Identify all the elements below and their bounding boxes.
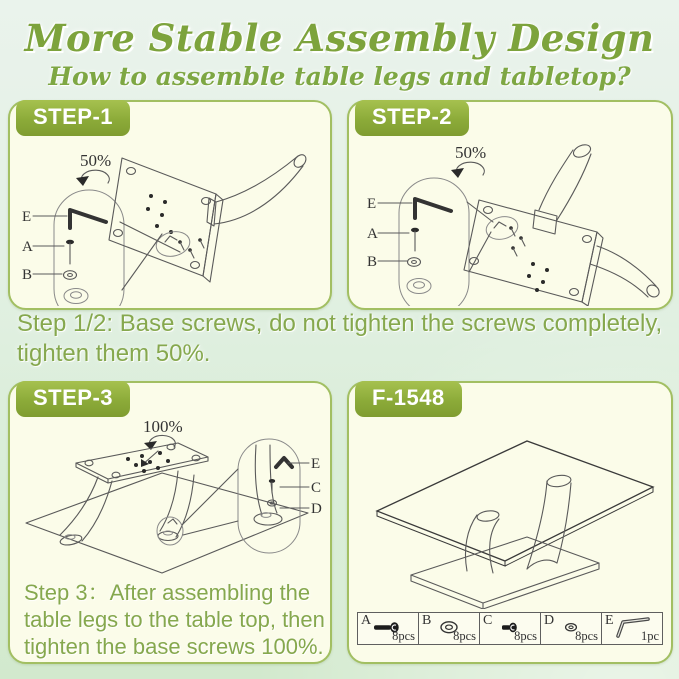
callout-label-b: B bbox=[22, 267, 33, 283]
step-3-diagram bbox=[10, 419, 328, 577]
corner-hole bbox=[570, 289, 579, 296]
washer-icon bbox=[408, 258, 421, 267]
callout-label-c: C bbox=[311, 480, 322, 496]
callout-connector bbox=[122, 234, 162, 290]
leg-foot bbox=[158, 532, 178, 541]
table-leg-upper bbox=[533, 142, 592, 234]
part-label: C bbox=[483, 613, 493, 628]
page-title: More Stable Assembly Design bbox=[24, 16, 655, 60]
corner-hole bbox=[127, 168, 136, 175]
part-cell-a bbox=[357, 612, 419, 645]
step-3-instruction: Step 3：After assembling the table legs to the table top, then tighten the base screws 100%. bbox=[24, 580, 325, 659]
screw-area-highlight bbox=[484, 213, 520, 242]
torque-label: 50% bbox=[455, 143, 487, 162]
callout-connector bbox=[467, 202, 493, 222]
callout-connector bbox=[183, 521, 238, 535]
part-label: B bbox=[422, 613, 432, 628]
hardware-callout bbox=[238, 439, 322, 553]
mini-allen-key bbox=[494, 222, 506, 228]
part-quantity: 8pcs bbox=[453, 629, 476, 643]
tabletop-on-floor bbox=[26, 473, 308, 573]
panel-step-3 bbox=[8, 381, 332, 664]
header bbox=[0, 0, 679, 91]
leg-tip bbox=[546, 474, 571, 488]
corner-hole bbox=[583, 236, 592, 243]
corner-hole bbox=[114, 230, 123, 237]
front-leg bbox=[59, 477, 112, 547]
part-quantity: 8pcs bbox=[514, 629, 537, 643]
model-tab-label: F-1548 bbox=[355, 381, 462, 417]
callout-label-a: A bbox=[367, 226, 378, 242]
part-quantity: 8pcs bbox=[392, 629, 415, 643]
part-cell-d bbox=[540, 612, 602, 645]
torque-label: 50% bbox=[80, 151, 112, 170]
corner-hole bbox=[191, 262, 200, 269]
callout-label-e: E bbox=[311, 456, 321, 472]
torque-label: 100% bbox=[143, 419, 183, 436]
hardware-callout bbox=[367, 178, 469, 306]
leg-socket-ring bbox=[64, 289, 88, 304]
hardware-callout bbox=[22, 190, 124, 306]
screw-area-highlight bbox=[154, 228, 193, 260]
part-label: D bbox=[544, 613, 555, 628]
part-quantity: 8pcs bbox=[575, 629, 598, 643]
base-plate bbox=[411, 537, 599, 609]
step-1-diagram bbox=[10, 138, 328, 306]
callout-label-b: B bbox=[367, 254, 378, 270]
glass-tabletop bbox=[377, 441, 653, 566]
leg-tip bbox=[476, 510, 499, 523]
panel-model bbox=[347, 381, 673, 664]
callout-label-d: D bbox=[311, 501, 322, 517]
leg-tip bbox=[292, 152, 309, 169]
washer-icon bbox=[64, 271, 77, 280]
table-leg bbox=[207, 152, 308, 226]
step-1-2-instruction: Step 1/2: Base screws, do not tighten the screws completely, tighten them 50%. bbox=[17, 310, 663, 367]
step-2-diagram bbox=[349, 138, 669, 306]
table-leg-lower bbox=[590, 246, 662, 299]
callout-connector bbox=[182, 469, 238, 525]
part-label: A bbox=[361, 613, 372, 628]
callout-connector bbox=[469, 232, 491, 272]
callout-label-a: A bbox=[22, 239, 33, 255]
finished-table-diagram bbox=[349, 419, 669, 609]
panel-step-1 bbox=[8, 100, 332, 310]
allen-key-icon bbox=[415, 199, 451, 218]
page-subtitle: How to assemble table legs and tabletop? bbox=[48, 62, 631, 91]
corner-hole bbox=[484, 207, 493, 214]
step-3-tab-label: STEP-3 bbox=[16, 381, 130, 417]
callout-label-e: E bbox=[22, 209, 32, 225]
callout-label-e: E bbox=[367, 196, 377, 212]
leg-socket-ring bbox=[407, 279, 431, 294]
rotation-50-percent bbox=[76, 151, 111, 186]
base-plate bbox=[109, 158, 223, 282]
part-cell-e bbox=[601, 612, 663, 645]
left-leg bbox=[465, 510, 499, 573]
right-leg bbox=[527, 474, 572, 569]
callout-capsule bbox=[54, 190, 124, 306]
part-cell-c bbox=[479, 612, 541, 645]
rotate-arrowhead bbox=[76, 176, 89, 186]
mini-allen-key bbox=[165, 236, 177, 242]
part-cell-b bbox=[418, 612, 480, 645]
step-2-tab-label: STEP-2 bbox=[355, 100, 469, 136]
corner-hole bbox=[85, 460, 93, 466]
leg-tip bbox=[644, 283, 661, 300]
allen-key-icon bbox=[70, 210, 106, 228]
mini-allen-key bbox=[168, 519, 177, 524]
panel-step-2 bbox=[347, 100, 673, 310]
step-1-tab-label: STEP-1 bbox=[16, 100, 130, 136]
parts-list bbox=[357, 612, 663, 645]
part-label: E bbox=[605, 613, 614, 628]
rotation-50-percent bbox=[451, 143, 486, 178]
leg-foot-closeup bbox=[254, 513, 282, 525]
callout-capsule bbox=[399, 178, 469, 306]
part-quantity: 1pc bbox=[640, 629, 659, 643]
